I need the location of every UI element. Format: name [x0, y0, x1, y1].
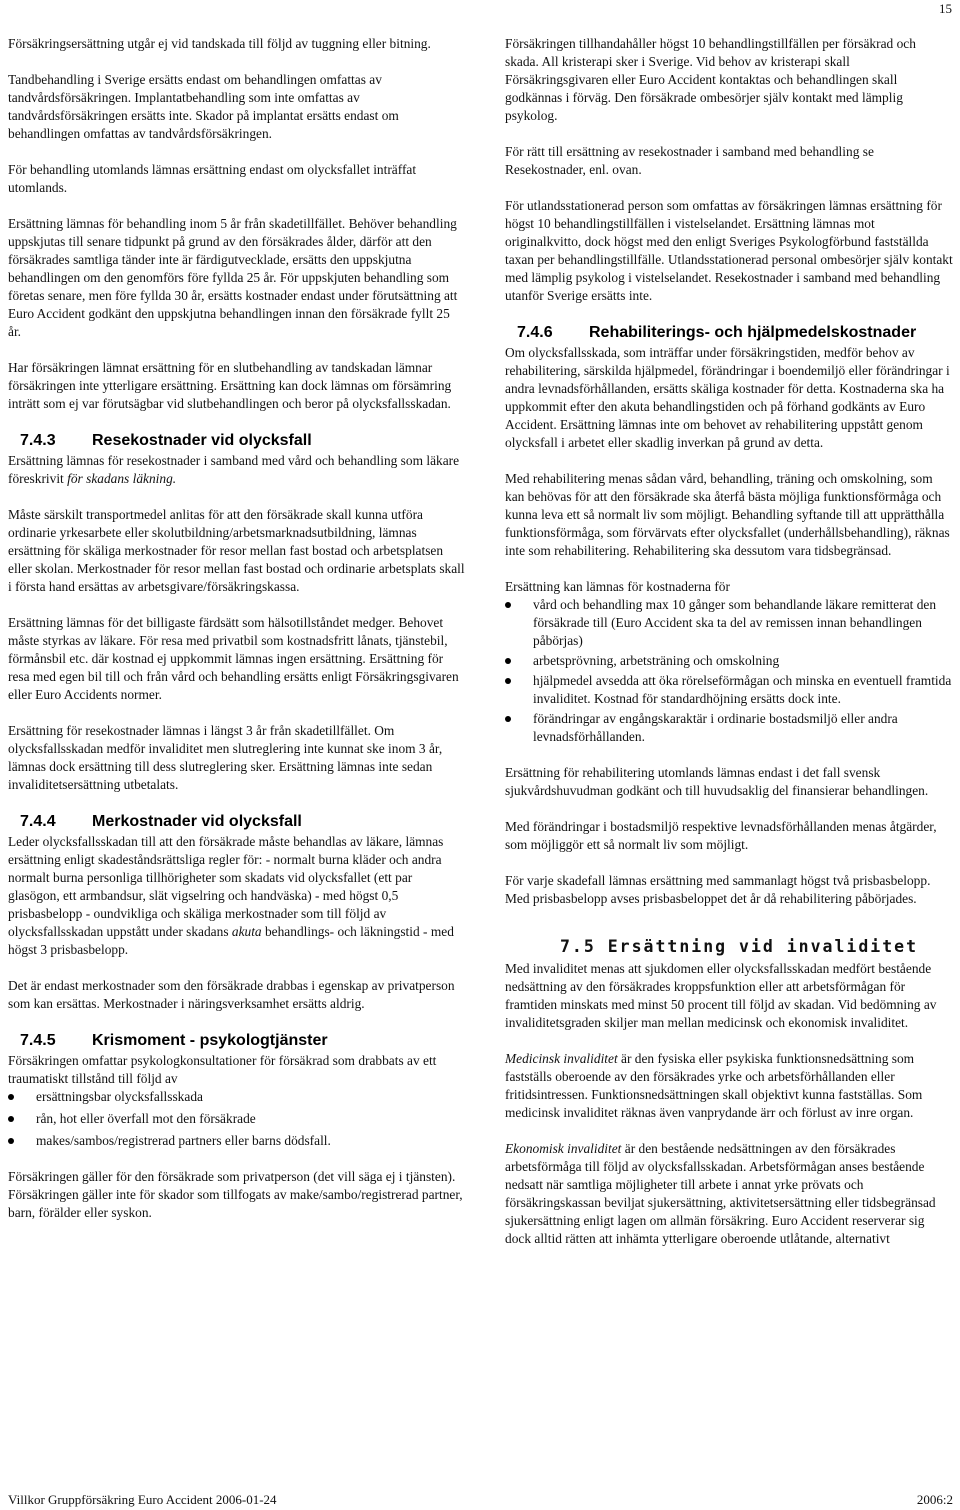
page-footer	[8, 1491, 953, 1509]
paragraph: Har försäkringen lämnat ersättning för en slutbehandling av tandskadan lämnar försäkringen inte ytterligare ersättning. Ersättning kan dock lämnas om försämring inträtt som ej var förutsägbar vid slutbehandlingen och beror på olycksfallsskadan.	[8, 360, 452, 411]
paragraph: För rätt till ersättning av resekostnader i samband med behandling se Resekostnader, enl. ovan.	[505, 144, 874, 177]
paragraph: Om olycksfallsskada, som inträffar under försäkringstiden, medför behov av rehabilitering, särskilda hjälpmedel, förändringar i boendemiljö eller förändringar i andra levnadsförhållanden, ersätts skäliga kostnader för detta. Kostnaderna ska ha uppkommit efter den akuta behandlingstiden och på förhand godkänts av Euro Accident. Ersättning lämnas inte om behovet av rehabilitering uppstått genom olycksfall i arbetet eller skadlig inverkan på grund av detta.	[505, 345, 950, 450]
paragraph: För behandling utomlands lämnas ersättning endast om olycksfallet inträffat utomlands.	[8, 162, 417, 195]
paragraph: Tandbehandling i Sverige ersätts endast om behandlingen omfattas av tandvårdsförsäkringen. Implantatbehandling som inte omfattas av tandvårdsförsäkringen ersätts inte. Skador på implantat ersätts endast om behandlingen omfattas av tandvårdsförsäkringen.	[8, 72, 399, 141]
paragraph: Försäkringen tillhandahåller högst 10 behandlingstillfällen per försäkrad och skada. All kristerapi sker i Sverige. Vid behov av kristerapi skall Försäkringsgivaren eller Euro Accident kontaktas och behandlingen skall godkännas i förväg. Den försäkrade ombesörjer själv kontakt med lämplig psykolog.	[505, 36, 916, 123]
paragraph: Med invaliditet menas att sjukdomen eller olycksfallsskadan medfört bestående nedsättning av den försäkrades kroppsfunktion eller att arbetsförmågan för framtiden minskats med minst 50 procent till följd av skadan. Vid bedömning av invaliditetsgraden skiljer man mellan medicinsk och ekonomisk invaliditet.	[505, 961, 937, 1030]
paragraph: Försäkringen omfattar psykologkonsultationer för försäkrad som drabbats av ett traumatiskt tillstånd till följd av	[8, 1053, 437, 1086]
bullet-list	[505, 596, 953, 746]
list-item: vård och behandling max 10 gånger som behandlande läkare remitterat den försäkrade till (Euro Accident ska ta del av remissen innan behandlingen påbörjas)	[505, 596, 953, 650]
list-item: ersättningsbar olycksfallsskada	[8, 1088, 466, 1106]
section-heading-7-4-3: 7.4.3 Resekostnader vid olycksfall	[20, 432, 312, 449]
section-heading-7-4-4: 7.4.4 Merkostnader vid olycksfall	[20, 813, 302, 830]
section-heading-7-4-6: 7.4.6 Rehabiliterings- och hjälpmedelskostnader	[517, 324, 917, 341]
paragraph: Med förändringar i bostadsmiljö respektive levnadsförhållanden menas åtgärder, som möjliggör ett så normalt liv som möjligt.	[505, 819, 937, 852]
paragraph: Ersättning lämnas för behandling inom 5 år från skadetillfället. Behöver behandling uppskjutas till senare tidpunkt på grund av den försäkrades ålder, därför att den försäkrades samtliga tänder inte är färdigutvecklade, ersätts den uppskjutna behandlingen om den genomförs före fyllda 25 år. För uppskjuten behandling som företas senare, men före fyllda 30 år, ersätts kostnader endast under förutsättning att Euro Accident godkänt den uppskjutna behandlingen innan den försäkrade fyllt 25 år.	[8, 216, 458, 339]
paragraph: Ersättning för resekostnader lämnas i längst 3 år från skadetillfället. Om olycksfallsskadan medför invaliditet men slutreglering inte kunnat ske inom 3 år, lämnas dock ersättning till dess slutreglering sker. Ersättning lämnas inte sedan invaliditetsersättning utbetalats.	[8, 723, 443, 792]
paragraph: Ersättning kan lämnas för kostnaderna för	[505, 579, 730, 594]
paragraph: Ekonomisk invaliditet är den bestående nedsättningen av den försäkrades arbetsförmåga till följd av olycksfallsskadan. Arbetsförmågan anses bestående nedsatt när samtliga möjligheter till arbete i annat yrke prövats och försäkringskassan beviljat sjukersättning, aktivitetsersättning eller tidsbegränsad sjukersättning enligt lagen om allmän försäkring. Euro Accident reserverar sig dock alltid rätten att inhämta ytterligare oberoende utlåtande, alternativt	[505, 1141, 936, 1246]
list-item: hjälpmedel avsedda att öka rörelseförmågan och minska en eventuell framtida invaliditet. Kostnad för standardhöjning ersätts dock inte.	[505, 672, 953, 708]
footer-title: Villkor Gruppförsäkring Euro Accident 2006-01-24	[8, 1492, 277, 1507]
bullet-list	[8, 1088, 466, 1150]
right-column	[505, 35, 953, 1266]
section-heading-7-5: 7.5 Ersättning vid invaliditet	[560, 937, 919, 956]
paragraph: För utlandsstationerad person som omfattas av försäkringen lämnas ersättning för högst 10 behandlingstillfällen i vistelselandet. Ersättning lämnas mot originalkvitto, dock högst med den enligt Sveriges Psykologförbund fastställda taxan per behandlingstillfälle. Utlandsstationerad personal ombesörjer själv kontakt med lämplig psykolog i vistelselandet. Resekostnader i samband med behandling utanför Sverige ersätts inte.	[505, 198, 953, 303]
paragraph: Måste särskilt transportmedel anlitas för att den försäkrade skall kunna utföra ordinarie yrkesarbete eller skolutbildning/arbetsmarknadsutbildning, lämnas ersättning för skäliga merkostnader för resor mellan fast bostad och arbetsplatsen eller skolan. Merkostnader för resor mellan fast bostad och ordinarie arbetsplats skall i första hand ersättas av arbetsgivare/försäkringskassa.	[8, 507, 465, 594]
paragraph: Försäkringen gäller för den försäkrade som privatperson (det vill säga ej i tjänsten). Försäkringen gäller inte för skador som tillfogats av make/sambo/registrerad partner, barn, förälder eller syskon.	[8, 1169, 463, 1220]
paragraph: Det är endast merkostnader som den försäkrade drabbas i egenskap av privatperson som kan ersättas. Merkostnader i näringsverksamhet ersätts aldrig.	[8, 978, 455, 1011]
paragraph: Ersättning lämnas för resekostnader i samband med vård och behandling som läkare föreskrivit för skadans läkning.	[8, 453, 460, 486]
paragraph: Med rehabilitering menas sådan vård, behandling, träning och omskolning, som kan behövas för att den försäkrade ska återfå bästa möjliga funktionsförmåga och kunna leva ett så normalt liv som möjligt. Behandling syftande till att upprätthålla funktionsförmåga, som förvärvats efter olycksfallet (underhållsbehandling), räknas inte som rehabilitering. Rehabilitering ska dessutom vara tidsbegränsad.	[505, 471, 950, 558]
paragraph: Medicinsk invaliditet är den fysiska eller psykiska funktionsnedsättning som fastställs oberoende av den försäkrades yrke och arbetsförhållanden eller fritidsintressen. Funktionsnedsättningen skall objektivt kunna fastställas. Som medicinsk invaliditet räknas även vanprydande ärr och förlust av inre organ.	[505, 1051, 923, 1120]
list-item: förändringar av engångskaraktär i ordinarie bostadsmiljö eller andra levnadsförhållanden.	[505, 710, 953, 746]
page-number: 15	[939, 1, 952, 16]
paragraph: Försäkringsersättning utgår ej vid tandskada till följd av tuggning eller bitning.	[8, 36, 431, 51]
list-item: arbetsprövning, arbetsträning och omskolning	[505, 652, 953, 670]
left-column	[8, 35, 466, 1240]
list-item: rån, hot eller överfall mot den försäkrade	[8, 1110, 466, 1128]
section-heading-7-4-5: 7.4.5 Krismoment - psykologtjänster	[20, 1032, 328, 1049]
list-item: makes/sambos/registrerad partners eller barns dödsfall.	[8, 1132, 466, 1150]
footer-version: 2006:2	[916, 1492, 953, 1507]
paragraph: För varje skadefall lämnas ersättning med sammanlagt högst två prisbasbelopp. Med prisbasbelopp avses prisbasbeloppet det år då rehabilitering påbörjades.	[505, 873, 931, 906]
paragraph: Ersättning lämnas för det billigaste färdsätt som hälsotillståndet medger. Behovet måste styrkas av läkare. För resa med privatbil som kostnadsfritt lånats, tjänstebil, förmånsbil etc. där kostnad ej uppkommit lämnas ingen ersättning. Ersättning för resa med egen bil till och från vård och behandling ersätts enligt Försäkringsgivaren eller Euro Accidents normer.	[8, 615, 459, 702]
paragraph: Ersättning för rehabilitering utomlands lämnas endast i det fall svensk sjukvårdshuvudman godkänt och till huvudsaklig del finansierar behandlingen.	[505, 765, 929, 798]
paragraph: Leder olycksfallsskadan till att den försäkrade måste behandlas av läkare, lämnas ersättning enligt skadeståndsrättsliga regler för: - normalt burna kläder och andra normalt burna personliga tillhörigheter som skadats vid olycksfallet (ett par glasögon, ett armbandsur, slät vigselring och handväska) - med högst 0,5 prisbasbelopp - oundvikliga och skäliga merkostnader som till följd av olycksfallsskadan uppstått under skadans akuta behandlings- och läkningstid - med högst 3 prisbasbelopp.	[8, 834, 454, 957]
